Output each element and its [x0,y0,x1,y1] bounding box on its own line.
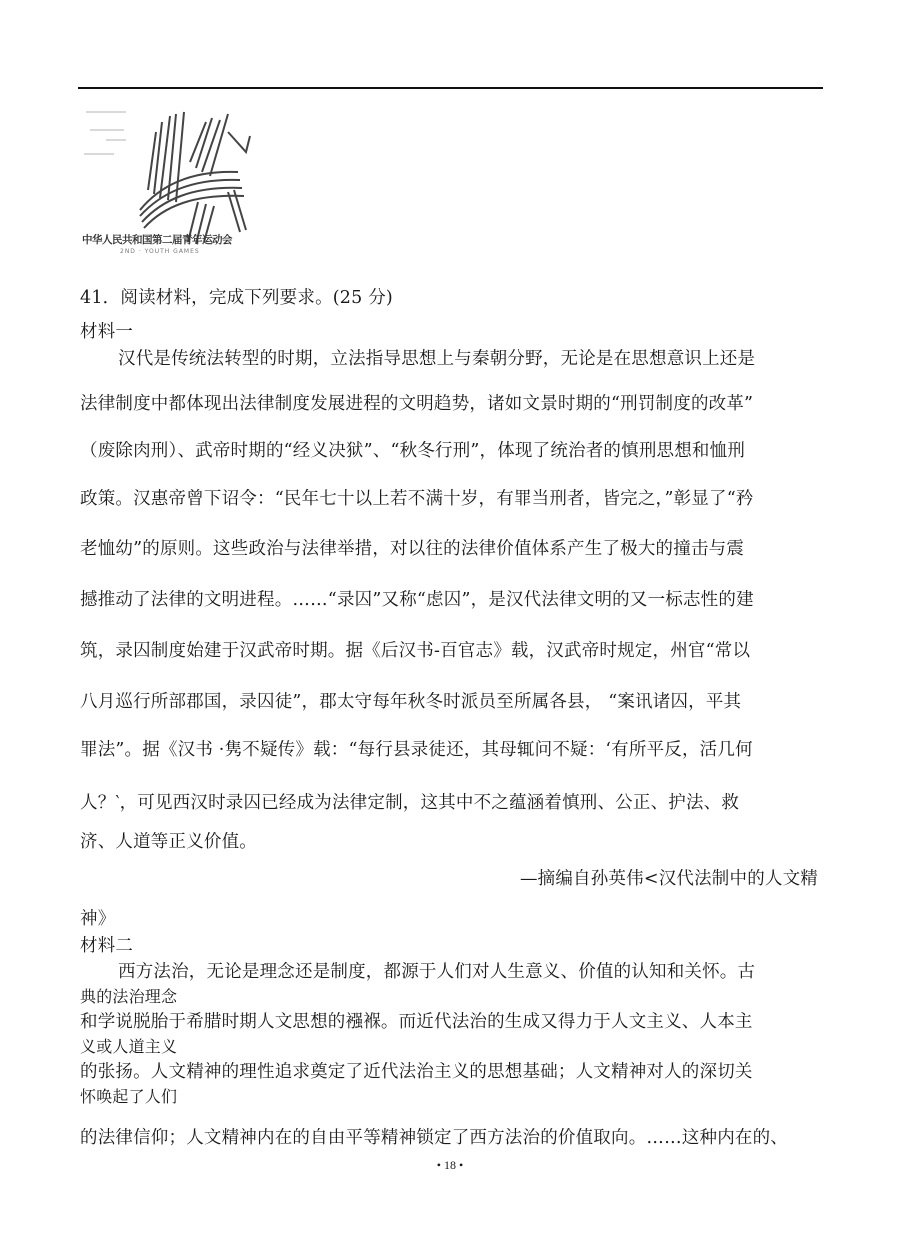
page-number: • 18 • [436,1158,464,1172]
question-heading: 41．阅读材料，完成下列要求。(25 分) [80,288,393,308]
material2-line: 的张扬。人文精神的理性追求奠定了近代法治主义的思想基础；人文精神对人的深切关 [80,1062,753,1082]
material1-line: 人？‵，可见西汉时录囚已经成为法律定制，这其中不之蕴涵着慎刑、公正、护法、救 [80,793,740,813]
material1-line: 汉代是传统法转型的时期，立法指导思想上与秦朝分野，无论是在思想意识上还是 [118,349,756,369]
material1-line: （废除肉刑）、武帝时期的“经义决狱”、“秋冬行刑”，体现了统治者的慎刑思想和恤刑 [80,441,746,461]
material1-line: 撼推动了法律的文明进程。……“录囚”又称“虑囚”，是汉代法律文明的又一标志性的建 [80,590,754,610]
material2-line: 义或人道主义 [80,1037,178,1056]
material2-line: 典的法治理念 [80,987,178,1006]
material2-line: 的法律信仰；人文精神内在的自由平等精神锁定了西方法治的价值取向。……这种内在的、 [80,1128,788,1148]
logo-subcaption: 2ND · YOUTH GAMES [120,248,200,255]
logo-caption: 中华人民共和国第二届青年运动会 [82,234,232,246]
material1-line: 罪法”。据《汉书 ·隽不疑传》载：“每行县录徒还，其母辄问不疑：‘有所平反，活几何 [80,740,753,760]
material1-line: 济、人道等正义价值。 [80,832,257,852]
material1-line: 法律制度中都体现出法律制度发展进程的文明趋势，诸如文景时期的“刑罚制度的改革” [80,394,754,414]
material2-line: 和学说脱胎于希腊时期人文思想的襁褓。而近代法治的生成又得力于人文主义、人本主 [80,1012,753,1032]
material1-label: 材料一 [80,322,134,342]
material1-source: —摘编自孙英伟<汉代法制中的人文精 [519,869,818,889]
material1-line: 筑，录囚制度始建于汉武帝时期。据《后汉书-百官志》载，汉武帝时规定，州官“常以 [80,641,751,661]
material2-label: 材料二 [80,936,134,956]
material1-line: 老恤幼”的原则。这些政治与法律举措，对以往的法律价值体系产生了极大的撞击与震 [80,539,745,559]
material2-line: 怀唤起了人们 [80,1087,178,1106]
material1-line: 政策。汉惠帝曾下诏令：“民年七十以上若不满十岁，有罪当刑者，皆完之，”彰显了“矜 [80,489,754,509]
material1-line: 八月巡行所部郡国，录囚徒”，郡太守每年秋冬时派员至所属各县， “案讯诸囚，平其 [80,692,742,712]
header-rule [78,87,823,89]
material2-line: 西方法治，无论是理念还是制度，都源于人们对人生意义、价值的认知和关怀。古 [118,962,756,982]
material1-source-continued: 神》 [80,909,116,929]
